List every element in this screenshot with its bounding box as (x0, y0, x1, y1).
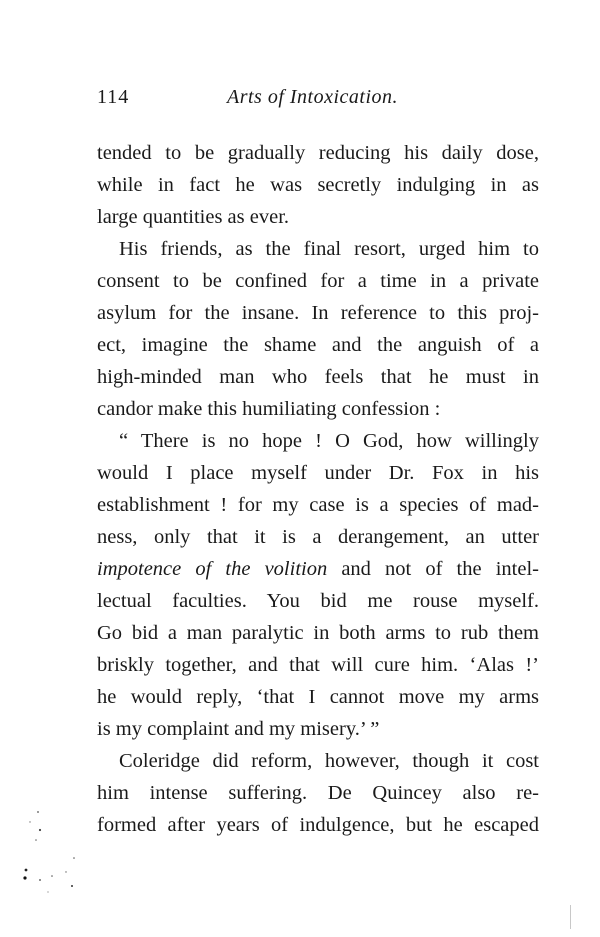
text-line: ect, imagine the shame and the anguish of a (97, 334, 539, 356)
text-line: would I place myself under Dr. Fox in his (97, 462, 539, 484)
text-line: briskly together, and that will cure him. ‘Alas !’ (97, 654, 539, 676)
text-line: formed after years of indulgence, but he escaped (97, 814, 539, 836)
body-text (97, 137, 539, 841)
text-line: tended to be gradually reducing his daily dose, (97, 142, 539, 164)
running-title: Arts of Intoxication. (227, 86, 399, 108)
text-line: candor make this humiliating confession : (97, 398, 441, 420)
margin-specks (0, 800, 100, 910)
running-header (97, 86, 537, 116)
text-line: large quantities as ever. (97, 206, 290, 228)
text-line (97, 553, 539, 585)
text-line: “ There is no hope ! O God, how willingly (119, 430, 539, 452)
text-line: is my complaint and my misery.’ ” (97, 718, 380, 740)
page-number: 114 (97, 86, 130, 108)
text-line: asylum for the insane. In reference to this proj- (97, 302, 539, 324)
text-line: lectual faculties. You bid me rouse myself. (97, 590, 539, 612)
text-line: establishment ! for my case is a species of mad- (97, 494, 539, 516)
text-line: while in fact he was secretly indulging in as (97, 174, 539, 196)
text-line: ness, only that it is a derangement, an utter (97, 526, 539, 548)
text-line: Coleridge did reform, however, though it cost (119, 750, 539, 772)
text-segment: and not of the intel- (327, 558, 539, 580)
text-line: he would reply, ‘that I cannot move my arms (97, 686, 539, 708)
page-edge-mark (570, 905, 571, 929)
text-line: Go bid a man paralytic in both arms to rub them (97, 622, 539, 644)
text-line: him intense suffering. De Quincey also re- (97, 782, 539, 804)
text-line: consent to be confined for a time in a private (97, 270, 539, 292)
text-line: His friends, as the final resort, urged him to (119, 238, 539, 260)
text-line: high-minded man who feels that he must in (97, 366, 539, 388)
italic-phrase: impotence of the volition (97, 558, 328, 580)
